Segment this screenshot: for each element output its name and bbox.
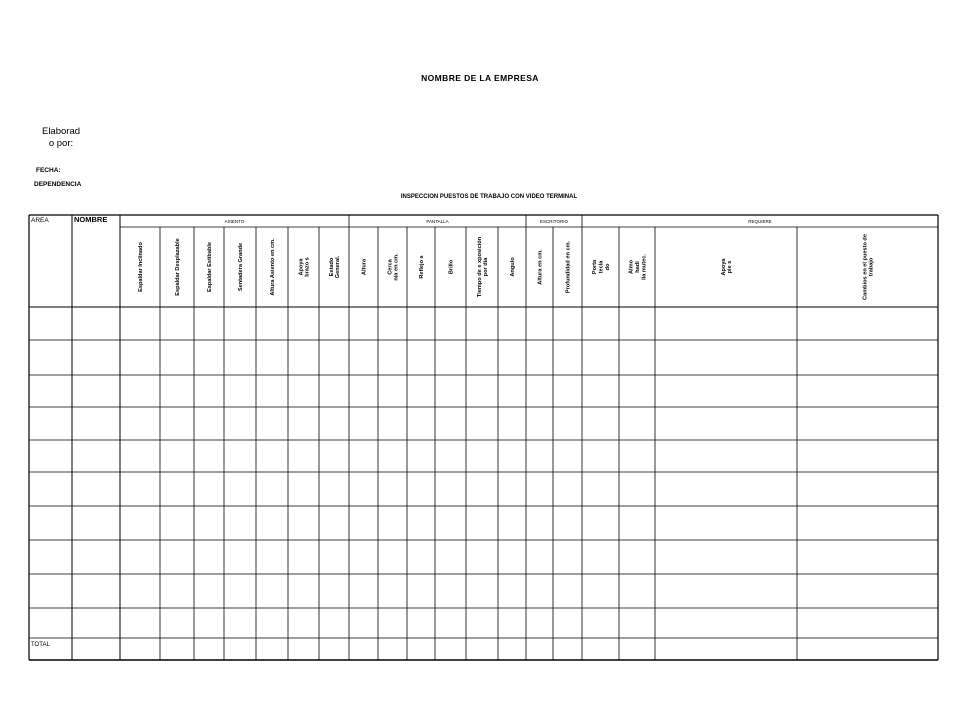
column-header xyxy=(138,242,144,292)
column-header-text: Espaldar Estibable xyxy=(207,241,213,293)
column-header xyxy=(592,259,611,274)
column-header xyxy=(175,238,181,296)
column-header-text: Altura xyxy=(361,258,368,276)
column-header-text: por día xyxy=(483,257,490,277)
column-header xyxy=(477,236,489,297)
total-label: TOTAL xyxy=(31,642,50,648)
column-header-text: Cerca xyxy=(387,259,394,275)
column-header-text: trabajo xyxy=(868,257,875,277)
column-header-text: Apoya xyxy=(298,258,305,276)
column-header xyxy=(238,243,244,291)
column-header xyxy=(329,255,341,278)
column-header xyxy=(298,257,310,277)
column-header-text: lla mutec. xyxy=(641,254,648,280)
column-header xyxy=(270,238,276,296)
column-header-text: Angulo xyxy=(510,257,516,277)
column-header-text: Estado xyxy=(328,257,335,277)
column-header-text: tecla xyxy=(598,260,605,274)
column-header-text: Altura en cm. xyxy=(537,249,544,285)
inspection-table xyxy=(0,213,960,663)
column-header xyxy=(629,254,648,280)
nombre-header: NOMBRE xyxy=(74,215,108,224)
column-header-text: pie s xyxy=(727,260,734,274)
column-header xyxy=(387,253,399,281)
elaborado-por-label: Elaborad o por: xyxy=(41,126,81,149)
column-header-text: Reflejo s xyxy=(419,255,425,279)
column-header xyxy=(721,258,733,276)
column-header xyxy=(862,234,874,300)
column-header-text: hadi xyxy=(635,261,641,273)
group-header-requiere: REQUIERE xyxy=(748,219,772,224)
group-header-pantalla: PANTALLA xyxy=(426,219,449,224)
group-header-asiento: ASIENTO xyxy=(224,219,245,224)
column-header-text: nía en cm. xyxy=(393,253,400,281)
form-subtitle: INSPECCION PUESTOS DE TRABAJO CON VIDEO TERMINAL xyxy=(400,194,578,200)
column-header xyxy=(207,242,213,292)
column-header-text: General. xyxy=(335,255,342,279)
column-header-text: Altura Asiento en cm. xyxy=(270,238,276,296)
column-header-text: Tiempo de e xposición xyxy=(476,236,483,298)
column-header-text: brazo s xyxy=(304,257,311,277)
column-header-text: Espaldar Inclinado xyxy=(138,242,144,292)
column-header-text: Porta xyxy=(592,259,599,275)
group-header-escritorio: ESCRITORIO xyxy=(540,219,568,224)
column-header xyxy=(566,240,572,293)
column-header-text: Apoya xyxy=(720,258,727,276)
column-header-text: Sentadera Grande xyxy=(238,242,244,292)
column-header-text: Brillo xyxy=(448,259,455,275)
company-name: NOMBRE DE LA EMPRESA xyxy=(421,73,539,83)
column-header-text: Profundidad en cm. xyxy=(565,240,572,294)
column-header xyxy=(510,257,516,277)
column-header-text: Cambios en el puesto de xyxy=(862,234,869,300)
column-header xyxy=(362,258,368,275)
column-header-text: Almo xyxy=(628,260,635,274)
column-header xyxy=(419,255,425,278)
column-header xyxy=(449,259,455,274)
fecha-label: FECHA: xyxy=(36,167,61,174)
column-header xyxy=(538,249,544,285)
inspection-table-grid xyxy=(0,213,960,663)
dependencia-label: DEPENDENCIA xyxy=(34,181,82,188)
column-header-text: do xyxy=(604,263,611,271)
column-header-text: Espaldar Desplazable xyxy=(175,238,181,296)
area-header: AREA xyxy=(31,217,49,224)
